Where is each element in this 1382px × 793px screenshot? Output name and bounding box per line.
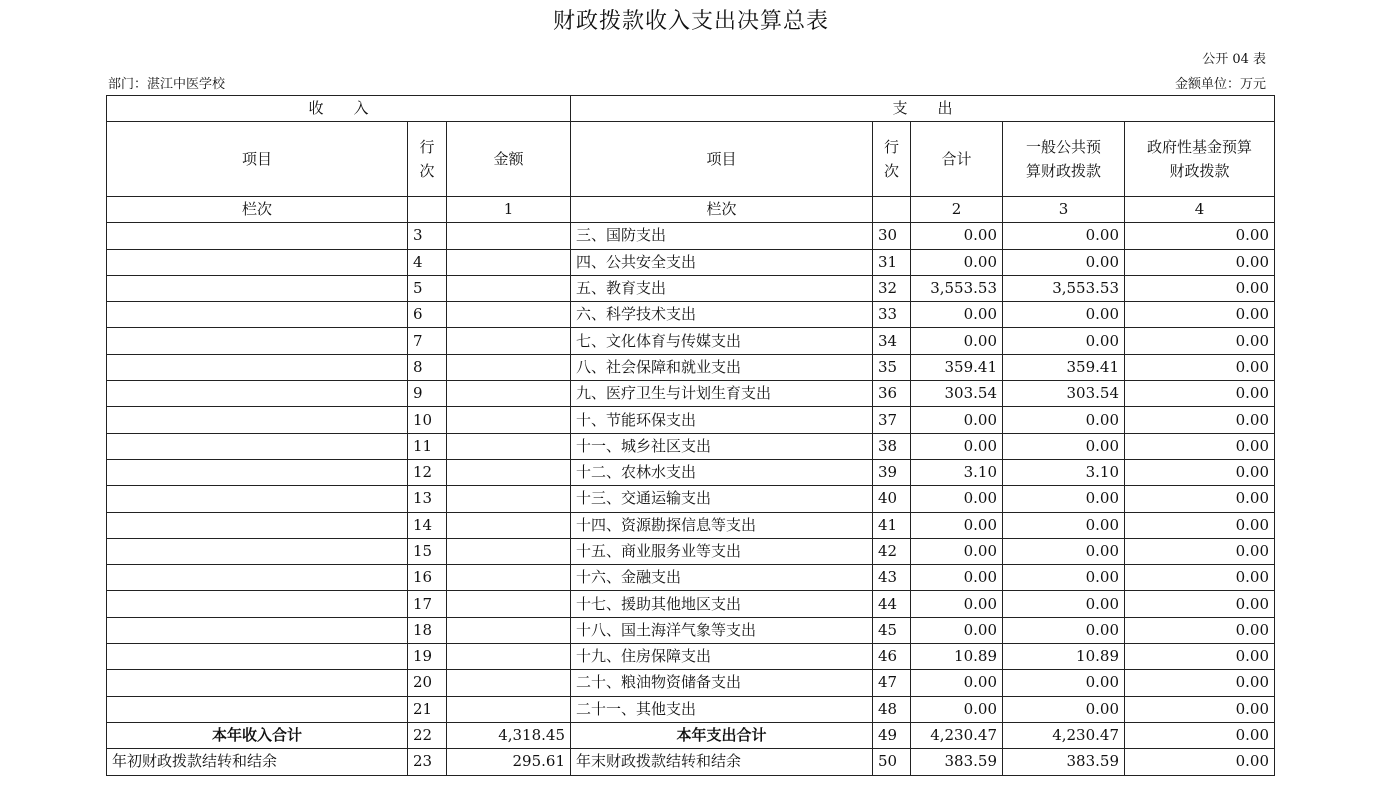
income-line-cell: 9 <box>408 381 447 407</box>
income-line-cell: 12 <box>408 459 447 485</box>
expense-line-cell: 35 <box>873 354 911 380</box>
total-amount-cell: 0.00 <box>911 512 1003 538</box>
fund-budget-cell: 0.00 <box>1125 381 1275 407</box>
income-item-cell <box>107 591 408 617</box>
expense-line-cell: 41 <box>873 512 911 538</box>
income-line-cell: 15 <box>408 538 447 564</box>
expense-section-label: 支 出 <box>571 96 1275 122</box>
expense-item-cell: 二十、粮油物资储备支出 <box>571 670 873 696</box>
table-row <box>107 459 1275 485</box>
expense-line-cell: 39 <box>873 459 911 485</box>
general-budget-cell: 0.00 <box>1003 302 1125 328</box>
total-amount-cell: 10.89 <box>911 644 1003 670</box>
income-amount-cell <box>447 407 571 433</box>
income-item-cell <box>107 249 408 275</box>
total-amount-cell: 0.00 <box>911 565 1003 591</box>
income-item-cell <box>107 644 408 670</box>
general-budget-cell: 10.89 <box>1003 644 1125 670</box>
income-amount-column-number: 1 <box>447 197 571 223</box>
total-amount-cell: 0.00 <box>911 223 1003 249</box>
general-budget-cell: 0.00 <box>1003 249 1125 275</box>
income-column-label: 栏次 <box>107 197 408 223</box>
expense-line-cell: 42 <box>873 538 911 564</box>
general-budget-cell: 0.00 <box>1003 565 1125 591</box>
general-budget-cell: 303.54 <box>1003 381 1125 407</box>
table-row <box>107 407 1275 433</box>
general-budget-cell: 3.10 <box>1003 459 1125 485</box>
expense-item-cell: 十二、农林水支出 <box>571 459 873 485</box>
income-line-cell: 19 <box>408 644 447 670</box>
fund-budget-header: 政府性基金预算 财政拨款 <box>1125 122 1275 197</box>
income-item-cell <box>107 670 408 696</box>
expense-item-cell: 九、医疗卫生与计划生育支出 <box>571 381 873 407</box>
report-title: 财政拨款收入支出决算总表 <box>552 9 829 34</box>
total-amount-cell: 0.00 <box>911 249 1003 275</box>
fund-budget-cell: 0.00 <box>1125 275 1275 301</box>
income-line-cell: 21 <box>408 696 447 722</box>
expense-item-cell: 八、社会保障和就业支出 <box>571 354 873 380</box>
fund-budget-cell: 0.00 <box>1125 223 1275 249</box>
expense-item-cell: 十、节能环保支出 <box>571 407 873 433</box>
income-line-cell: 16 <box>408 565 447 591</box>
expense-line-cell: 36 <box>873 381 911 407</box>
table-row <box>107 302 1275 328</box>
expense-line-cell: 32 <box>873 275 911 301</box>
expense-item-cell: 十三、交通运输支出 <box>571 486 873 512</box>
income-item-cell <box>107 275 408 301</box>
expense-line-cell: 45 <box>873 617 911 643</box>
income-amount-cell <box>447 565 571 591</box>
fund-budget-cell: 0.00 <box>1125 512 1275 538</box>
general-budget-cell: 0.00 <box>1003 407 1125 433</box>
general-column-number: 3 <box>1003 197 1125 223</box>
table-row <box>107 381 1275 407</box>
total-amount-cell: 0.00 <box>911 328 1003 354</box>
expense-line-cell: 44 <box>873 591 911 617</box>
general-budget-cell: 0.00 <box>1003 696 1125 722</box>
fund-budget-cell: 0.00 <box>1125 249 1275 275</box>
income-amount-cell <box>447 644 571 670</box>
income-amount-cell <box>447 302 571 328</box>
income-amount-cell <box>447 223 571 249</box>
income-item-cell: 本年收入合计 <box>107 722 408 748</box>
amount-unit-label: 金额单位：万元 <box>1174 77 1266 92</box>
income-line-cell: 4 <box>408 249 447 275</box>
expense-line-cell: 49 <box>873 722 911 748</box>
fund-budget-cell: 0.00 <box>1125 696 1275 722</box>
total-amount-cell: 3,553.53 <box>911 275 1003 301</box>
income-amount-cell <box>447 486 571 512</box>
expense-item-cell: 十一、城乡社区支出 <box>571 433 873 459</box>
total-amount-cell: 4,230.47 <box>911 722 1003 748</box>
total-amount-cell: 3.10 <box>911 459 1003 485</box>
table-row <box>107 591 1275 617</box>
income-line-cell: 5 <box>408 275 447 301</box>
carry-over-row <box>107 749 1275 775</box>
table-row <box>107 512 1275 538</box>
general-budget-cell: 0.00 <box>1003 223 1125 249</box>
expense-line-cell: 34 <box>873 328 911 354</box>
expense-item-cell: 七、文化体育与传媒支出 <box>571 328 873 354</box>
table-row <box>107 696 1275 722</box>
income-item-cell <box>107 354 408 380</box>
income-item-cell <box>107 696 408 722</box>
income-amount-cell: 295.61 <box>447 749 571 775</box>
income-amount-cell <box>447 459 571 485</box>
expense-item-cell: 十六、金融支出 <box>571 565 873 591</box>
expense-line-cell: 31 <box>873 249 911 275</box>
income-amount-cell <box>447 538 571 564</box>
total-header: 合计 <box>911 122 1003 197</box>
expense-item-cell: 十八、国土海洋气象等支出 <box>571 617 873 643</box>
total-amount-cell: 0.00 <box>911 407 1003 433</box>
fund-budget-cell: 0.00 <box>1125 565 1275 591</box>
income-line-cell: 11 <box>408 433 447 459</box>
fund-column-number: 4 <box>1125 197 1275 223</box>
fund-budget-cell: 0.00 <box>1125 328 1275 354</box>
income-item-cell <box>107 381 408 407</box>
expense-item-cell: 年末财政拨款结转和结余 <box>571 749 873 775</box>
total-amount-cell: 0.00 <box>911 302 1003 328</box>
fund-budget-cell: 0.00 <box>1125 302 1275 328</box>
income-item-cell <box>107 538 408 564</box>
expense-item-cell: 二十一、其他支出 <box>571 696 873 722</box>
general-budget-cell: 0.00 <box>1003 538 1125 564</box>
income-line-header: 行 次 <box>408 122 447 197</box>
table-row <box>107 354 1275 380</box>
income-item-cell <box>107 486 408 512</box>
expense-item-cell: 本年支出合计 <box>571 722 873 748</box>
expense-line-cell: 40 <box>873 486 911 512</box>
income-item-cell: 年初财政拨款结转和结余 <box>107 749 408 775</box>
income-amount-cell <box>447 591 571 617</box>
income-item-cell <box>107 512 408 538</box>
income-line-cell: 17 <box>408 591 447 617</box>
income-amount-cell: 4,318.45 <box>447 722 571 748</box>
general-budget-cell: 3,553.53 <box>1003 275 1125 301</box>
expense-line-cell: 47 <box>873 670 911 696</box>
income-line-cell: 14 <box>408 512 447 538</box>
general-budget-header: 一般公共预 算财政拨款 <box>1003 122 1125 197</box>
general-budget-cell: 0.00 <box>1003 617 1125 643</box>
total-amount-cell: 0.00 <box>911 591 1003 617</box>
expense-line-cell: 38 <box>873 433 911 459</box>
income-amount-cell <box>447 275 571 301</box>
general-budget-cell: 359.41 <box>1003 354 1125 380</box>
table-row <box>107 433 1275 459</box>
income-amount-cell <box>447 670 571 696</box>
income-amount-header: 金额 <box>447 122 571 197</box>
fund-budget-cell: 0.00 <box>1125 354 1275 380</box>
fund-budget-cell: 0.00 <box>1125 433 1275 459</box>
general-budget-cell: 0.00 <box>1003 670 1125 696</box>
general-budget-cell: 0.00 <box>1003 328 1125 354</box>
total-amount-cell: 383.59 <box>911 749 1003 775</box>
income-item-cell <box>107 433 408 459</box>
income-line-cell: 13 <box>408 486 447 512</box>
income-amount-cell <box>447 617 571 643</box>
table-row <box>107 617 1275 643</box>
expense-item-cell: 三、国防支出 <box>571 223 873 249</box>
general-budget-cell: 0.00 <box>1003 512 1125 538</box>
income-amount-cell <box>447 354 571 380</box>
income-line-cell: 20 <box>408 670 447 696</box>
income-amount-cell <box>447 328 571 354</box>
fund-budget-cell: 0.00 <box>1125 538 1275 564</box>
fund-budget-cell: 0.00 <box>1125 617 1275 643</box>
income-amount-cell <box>447 696 571 722</box>
total-amount-cell: 0.00 <box>911 538 1003 564</box>
income-item-cell <box>107 565 408 591</box>
expense-line-cell: 43 <box>873 565 911 591</box>
income-line-cell: 3 <box>408 223 447 249</box>
total-amount-cell: 303.54 <box>911 381 1003 407</box>
fund-budget-cell: 0.00 <box>1125 591 1275 617</box>
table-row <box>107 486 1275 512</box>
fiscal-report-table <box>106 95 1275 776</box>
table-row <box>107 328 1275 354</box>
expense-item-cell: 十五、商业服务业等支出 <box>571 538 873 564</box>
expense-item-cell: 十四、资源勘探信息等支出 <box>571 512 873 538</box>
income-item-cell <box>107 302 408 328</box>
general-budget-cell: 0.00 <box>1003 591 1125 617</box>
expense-item-cell: 四、公共安全支出 <box>571 249 873 275</box>
income-item-cell <box>107 459 408 485</box>
table-row <box>107 538 1275 564</box>
table-row <box>107 565 1275 591</box>
general-budget-cell: 0.00 <box>1003 433 1125 459</box>
income-item-cell <box>107 617 408 643</box>
table-row <box>107 223 1275 249</box>
income-item-cell <box>107 407 408 433</box>
general-budget-cell: 4,230.47 <box>1003 722 1125 748</box>
expense-line-cell: 48 <box>873 696 911 722</box>
expense-column-label: 栏次 <box>571 197 873 223</box>
fund-budget-cell: 0.00 <box>1125 486 1275 512</box>
column-number-row <box>107 197 1275 223</box>
fund-budget-cell: 0.00 <box>1125 459 1275 485</box>
expense-line-header: 行 次 <box>873 122 911 197</box>
fund-budget-cell: 0.00 <box>1125 644 1275 670</box>
income-amount-cell <box>447 381 571 407</box>
expense-item-cell: 六、科学技术支出 <box>571 302 873 328</box>
income-item-header: 项目 <box>107 122 408 197</box>
section-header-row <box>107 96 1275 122</box>
expense-item-header: 项目 <box>571 122 873 197</box>
total-amount-cell: 0.00 <box>911 486 1003 512</box>
income-line-cell: 23 <box>408 749 447 775</box>
income-item-cell <box>107 223 408 249</box>
department-label: 部门：湛江中医学校 <box>108 77 226 92</box>
total-amount-cell: 359.41 <box>911 354 1003 380</box>
general-budget-cell: 0.00 <box>1003 486 1125 512</box>
total-amount-cell: 0.00 <box>911 617 1003 643</box>
column-header-row <box>107 122 1275 197</box>
income-amount-cell <box>447 433 571 459</box>
income-line-cell: 22 <box>408 722 447 748</box>
income-item-cell <box>107 328 408 354</box>
expense-line-cell: 46 <box>873 644 911 670</box>
expense-item-cell: 十九、住房保障支出 <box>571 644 873 670</box>
income-line-cell: 10 <box>408 407 447 433</box>
form-number: 公开 04 表 <box>1202 52 1266 67</box>
total-amount-cell: 0.00 <box>911 696 1003 722</box>
totals-row <box>107 722 1275 748</box>
fund-budget-cell: 0.00 <box>1125 670 1275 696</box>
total-amount-cell: 0.00 <box>911 670 1003 696</box>
fund-budget-cell: 0.00 <box>1125 407 1275 433</box>
expense-line-cell: 37 <box>873 407 911 433</box>
general-budget-cell: 383.59 <box>1003 749 1125 775</box>
expense-line-cell: 33 <box>873 302 911 328</box>
table-row <box>107 275 1275 301</box>
fund-budget-cell: 0.00 <box>1125 722 1275 748</box>
income-section-label: 收 入 <box>107 96 571 122</box>
fund-budget-cell: 0.00 <box>1125 749 1275 775</box>
table-row <box>107 670 1275 696</box>
income-line-cell: 8 <box>408 354 447 380</box>
expense-item-cell: 五、教育支出 <box>571 275 873 301</box>
income-line-cell: 7 <box>408 328 447 354</box>
income-line-cell: 6 <box>408 302 447 328</box>
income-amount-cell <box>447 512 571 538</box>
expense-item-cell: 十七、援助其他地区支出 <box>571 591 873 617</box>
total-amount-cell: 0.00 <box>911 433 1003 459</box>
expense-line-cell: 30 <box>873 223 911 249</box>
income-line-cell: 18 <box>408 617 447 643</box>
table-row <box>107 644 1275 670</box>
table-row <box>107 249 1275 275</box>
expense-line-cell: 50 <box>873 749 911 775</box>
income-amount-cell <box>447 249 571 275</box>
total-column-number: 2 <box>911 197 1003 223</box>
